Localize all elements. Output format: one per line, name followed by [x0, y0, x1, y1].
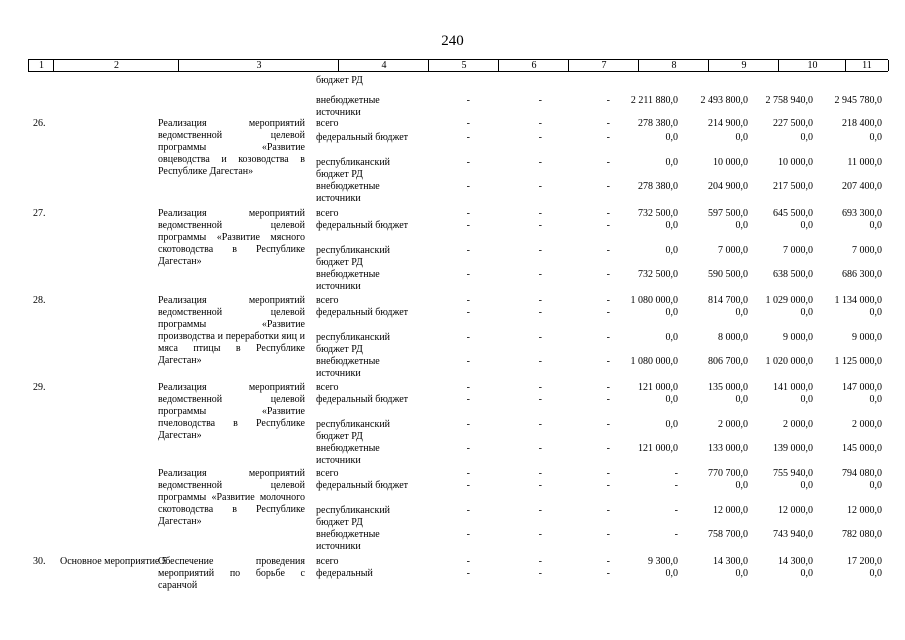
value-c5: - [466, 529, 470, 540]
value-c5: - [466, 269, 470, 280]
value-c9: 0,0 [735, 480, 748, 491]
value-c9: 0,0 [735, 568, 748, 579]
value-c11: 17 200,0 [847, 556, 882, 567]
value-c7: - [606, 157, 610, 168]
value-c7: - [606, 419, 610, 430]
activity-description: Реализация мероприятий ведомственной целевой программы «Развитие мясного скотоводства в Республике Дагестан» [158, 208, 305, 267]
funding-source: республиканский бюджет РД [316, 245, 391, 268]
value-c11: 2 000,0 [852, 419, 882, 430]
value-c7: - [606, 394, 610, 405]
value-c7: - [606, 356, 610, 367]
activity-description: Обеспечение проведения мероприятий по борьбе с саранчой [158, 556, 305, 591]
value-c11: 0,0 [869, 220, 882, 231]
value-c10: 645 500,0 [773, 208, 813, 219]
funding-source: республиканский бюджет РД [316, 505, 391, 528]
value-c5: - [466, 356, 470, 367]
value-c5: - [466, 132, 470, 143]
funding-source: всего [316, 295, 339, 306]
funding-source: всего [316, 556, 339, 567]
funding-source: республиканский бюджет РД [316, 419, 391, 442]
value-c6: - [538, 157, 542, 168]
value-c5: - [466, 245, 470, 256]
value-c5: - [466, 118, 470, 129]
value-c9: 7 000,0 [718, 245, 748, 256]
value-c9: 0,0 [735, 307, 748, 318]
page-number: 240 [441, 33, 464, 49]
value-c9: 806 700,0 [708, 356, 748, 367]
header-col-8: 8 [638, 60, 709, 71]
value-c7: - [606, 132, 610, 143]
header-col-10: 10 [778, 60, 846, 71]
value-c8: 0,0 [665, 157, 678, 168]
value-c7: - [606, 181, 610, 192]
funding-source: всего [316, 468, 339, 479]
value-c11: 2 945 780,0 [834, 95, 882, 106]
value-c8: 0,0 [665, 568, 678, 579]
value-c9: 590 500,0 [708, 269, 748, 280]
value-c5: - [466, 568, 470, 579]
value-c10: 217 500,0 [773, 181, 813, 192]
value-c11: 7 000,0 [852, 245, 882, 256]
value-c5: - [466, 443, 470, 454]
header-col-1: 1 [28, 60, 54, 71]
value-c9: 770 700,0 [708, 468, 748, 479]
funding-source: федеральный бюджет [316, 220, 409, 231]
value-c8: 0,0 [665, 307, 678, 318]
value-c5: - [466, 95, 470, 106]
value-c10: 0,0 [800, 220, 813, 231]
value-c6: - [538, 118, 542, 129]
value-c11: 9 000,0 [852, 332, 882, 343]
header-col-6: 6 [498, 60, 569, 71]
funding-source: внебюджетные источники [316, 95, 380, 118]
value-c8: - [674, 505, 678, 516]
value-c6: - [538, 529, 542, 540]
value-c9: 597 500,0 [708, 208, 748, 219]
value-c6: - [538, 307, 542, 318]
funding-source: внебюджетные источники [316, 356, 380, 379]
value-c11: 794 080,0 [842, 468, 882, 479]
funding-source: республиканский бюджет РД [316, 332, 391, 355]
value-c6: - [538, 269, 542, 280]
value-c9: 8 000,0 [718, 332, 748, 343]
value-c6: - [538, 181, 542, 192]
value-c11: 693 300,0 [842, 208, 882, 219]
value-c8: - [674, 468, 678, 479]
value-c8: 278 380,0 [638, 118, 678, 129]
value-c10: 638 500,0 [773, 269, 813, 280]
funding-source: федеральный бюджет [316, 394, 409, 405]
value-c10: 9 000,0 [783, 332, 813, 343]
value-c11: 0,0 [869, 480, 882, 491]
row-number: 26. [33, 118, 46, 129]
value-c7: - [606, 95, 610, 106]
value-c11: 147 000,0 [842, 382, 882, 393]
funding-source: внебюджетные источники [316, 443, 380, 466]
value-c6: - [538, 332, 542, 343]
value-c5: - [466, 332, 470, 343]
value-c8: 9 300,0 [648, 556, 678, 567]
value-c11: 12 000,0 [847, 505, 882, 516]
value-c9: 0,0 [735, 132, 748, 143]
value-c6: - [538, 480, 542, 491]
value-c10: 227 500,0 [773, 118, 813, 129]
value-c10: 14 300,0 [778, 556, 813, 567]
value-c8: 1 080 000,0 [630, 356, 678, 367]
value-c6: - [538, 356, 542, 367]
value-c7: - [606, 568, 610, 579]
value-c10: 12 000,0 [778, 505, 813, 516]
header-col-3: 3 [178, 60, 339, 71]
activity-description: Реализация мероприятий ведомственной целевой программы «Развитие молочного скотоводства в Республике Дагестан» [158, 468, 305, 527]
value-c11: 0,0 [869, 394, 882, 405]
value-c7: - [606, 556, 610, 567]
value-c8: 0,0 [665, 419, 678, 430]
value-c9: 14 300,0 [713, 556, 748, 567]
value-c8: 0,0 [665, 132, 678, 143]
value-c9: 0,0 [735, 220, 748, 231]
value-c10: 10 000,0 [778, 157, 813, 168]
value-c6: - [538, 394, 542, 405]
value-c11: 782 080,0 [842, 529, 882, 540]
table-header [28, 59, 888, 72]
value-c6: - [538, 382, 542, 393]
funding-source: республиканский бюджет РД [316, 157, 391, 180]
value-c7: - [606, 295, 610, 306]
value-c11: 0,0 [869, 307, 882, 318]
value-c8: 1 080 000,0 [630, 295, 678, 306]
value-c8: 121 000,0 [638, 382, 678, 393]
value-c6: - [538, 505, 542, 516]
value-c11: 686 300,0 [842, 269, 882, 280]
value-c6: - [538, 220, 542, 231]
value-c6: - [538, 208, 542, 219]
value-c6: - [538, 468, 542, 479]
value-c6: - [538, 443, 542, 454]
value-c7: - [606, 307, 610, 318]
value-c7: - [606, 118, 610, 129]
value-c9: 10 000,0 [713, 157, 748, 168]
funding-source: всего [316, 208, 339, 219]
value-c10: 743 940,0 [773, 529, 813, 540]
value-c10: 1 029 000,0 [765, 295, 813, 306]
value-c7: - [606, 269, 610, 280]
value-c10: 0,0 [800, 394, 813, 405]
value-c5: - [466, 382, 470, 393]
value-c8: 0,0 [665, 332, 678, 343]
value-c6: - [538, 419, 542, 430]
value-c5: - [466, 181, 470, 192]
value-c5: - [466, 556, 470, 567]
value-c10: 0,0 [800, 132, 813, 143]
value-c8: 121 000,0 [638, 443, 678, 454]
funding-source: федеральный [316, 568, 373, 579]
value-c7: - [606, 505, 610, 516]
value-c11: 1 134 000,0 [834, 295, 882, 306]
value-c9: 814 700,0 [708, 295, 748, 306]
value-c5: - [466, 307, 470, 318]
row-number: 27. [33, 208, 46, 219]
value-c8: 0,0 [665, 220, 678, 231]
value-c9: 758 700,0 [708, 529, 748, 540]
funding-source: федеральный бюджет [316, 132, 409, 143]
value-c8: 2 211 880,0 [630, 95, 678, 106]
value-c5: - [466, 505, 470, 516]
value-c10: 755 940,0 [773, 468, 813, 479]
value-c6: - [538, 556, 542, 567]
value-c8: 732 500,0 [638, 208, 678, 219]
value-c6: - [538, 95, 542, 106]
value-c9: 133 000,0 [708, 443, 748, 454]
value-c5: - [466, 295, 470, 306]
funding-source: внебюджетные источники [316, 181, 380, 204]
value-c5: - [466, 220, 470, 231]
value-c10: 1 020 000,0 [765, 356, 813, 367]
value-c5: - [466, 157, 470, 168]
value-c10: 0,0 [800, 480, 813, 491]
value-c5: - [466, 208, 470, 219]
value-c10: 7 000,0 [783, 245, 813, 256]
row-number: 28. [33, 295, 46, 306]
value-c6: - [538, 568, 542, 579]
value-c8: - [674, 529, 678, 540]
funding-source: всего [316, 382, 339, 393]
funding-source: федеральный бюджет [316, 480, 409, 491]
funding-source: федеральный бюджет [316, 307, 409, 318]
value-c7: - [606, 468, 610, 479]
funding-source: внебюджетные источники [316, 269, 380, 292]
value-c10: 0,0 [800, 568, 813, 579]
value-c6: - [538, 245, 542, 256]
value-c10: 2 000,0 [783, 419, 813, 430]
header-col-11: 11 [845, 60, 889, 71]
value-c5: - [466, 468, 470, 479]
value-c10: 0,0 [800, 307, 813, 318]
value-c9: 2 493 800,0 [700, 95, 748, 106]
value-c11: 145 000,0 [842, 443, 882, 454]
value-c10: 139 000,0 [773, 443, 813, 454]
funding-source: бюджет РД [316, 75, 363, 86]
value-c10: 141 000,0 [773, 382, 813, 393]
activity-description: Реализация мероприятий ведомственной целевой программы «Развитие производства и переработки яиц и мяса птицы в Республике Дагестан» [158, 295, 305, 366]
value-c5: - [466, 394, 470, 405]
value-c8: 0,0 [665, 394, 678, 405]
value-c5: - [466, 419, 470, 430]
value-c8: - [674, 480, 678, 491]
header-col-2: 2 [53, 60, 179, 71]
activity-name: Основное мероприятие 5 [60, 556, 167, 567]
value-c11: 0,0 [869, 568, 882, 579]
value-c11: 1 125 000,0 [834, 356, 882, 367]
value-c9: 135 000,0 [708, 382, 748, 393]
value-c11: 11 000,0 [847, 157, 882, 168]
value-c10: 2 758 940,0 [765, 95, 813, 106]
value-c7: - [606, 220, 610, 231]
activity-description: Реализация мероприятий ведомственной целевой программы «Развитие пчеловодства в Республике Дагестан» [158, 382, 305, 441]
value-c7: - [606, 245, 610, 256]
value-c7: - [606, 208, 610, 219]
value-c9: 0,0 [735, 394, 748, 405]
value-c7: - [606, 382, 610, 393]
activity-description: Реализация мероприятий ведомственной целевой программы «Развитие овцеводства и козоводства в Республике Дагестан» [158, 118, 305, 177]
value-c9: 214 900,0 [708, 118, 748, 129]
value-c6: - [538, 132, 542, 143]
header-col-9: 9 [708, 60, 779, 71]
value-c9: 204 900,0 [708, 181, 748, 192]
value-c8: 278 380,0 [638, 181, 678, 192]
header-col-5: 5 [428, 60, 499, 71]
value-c11: 0,0 [869, 132, 882, 143]
funding-source: внебюджетные источники [316, 529, 380, 552]
value-c8: 732 500,0 [638, 269, 678, 280]
header-col-7: 7 [568, 60, 639, 71]
value-c7: - [606, 332, 610, 343]
value-c7: - [606, 480, 610, 491]
value-c9: 2 000,0 [718, 419, 748, 430]
value-c9: 12 000,0 [713, 505, 748, 516]
value-c7: - [606, 529, 610, 540]
value-c11: 218 400,0 [842, 118, 882, 129]
row-number: 30. [33, 556, 46, 567]
value-c6: - [538, 295, 542, 306]
value-c8: 0,0 [665, 245, 678, 256]
value-c11: 207 400,0 [842, 181, 882, 192]
header-col-4: 4 [338, 60, 429, 71]
value-c7: - [606, 443, 610, 454]
value-c5: - [466, 480, 470, 491]
row-number: 29. [33, 382, 46, 393]
funding-source: всего [316, 118, 339, 129]
